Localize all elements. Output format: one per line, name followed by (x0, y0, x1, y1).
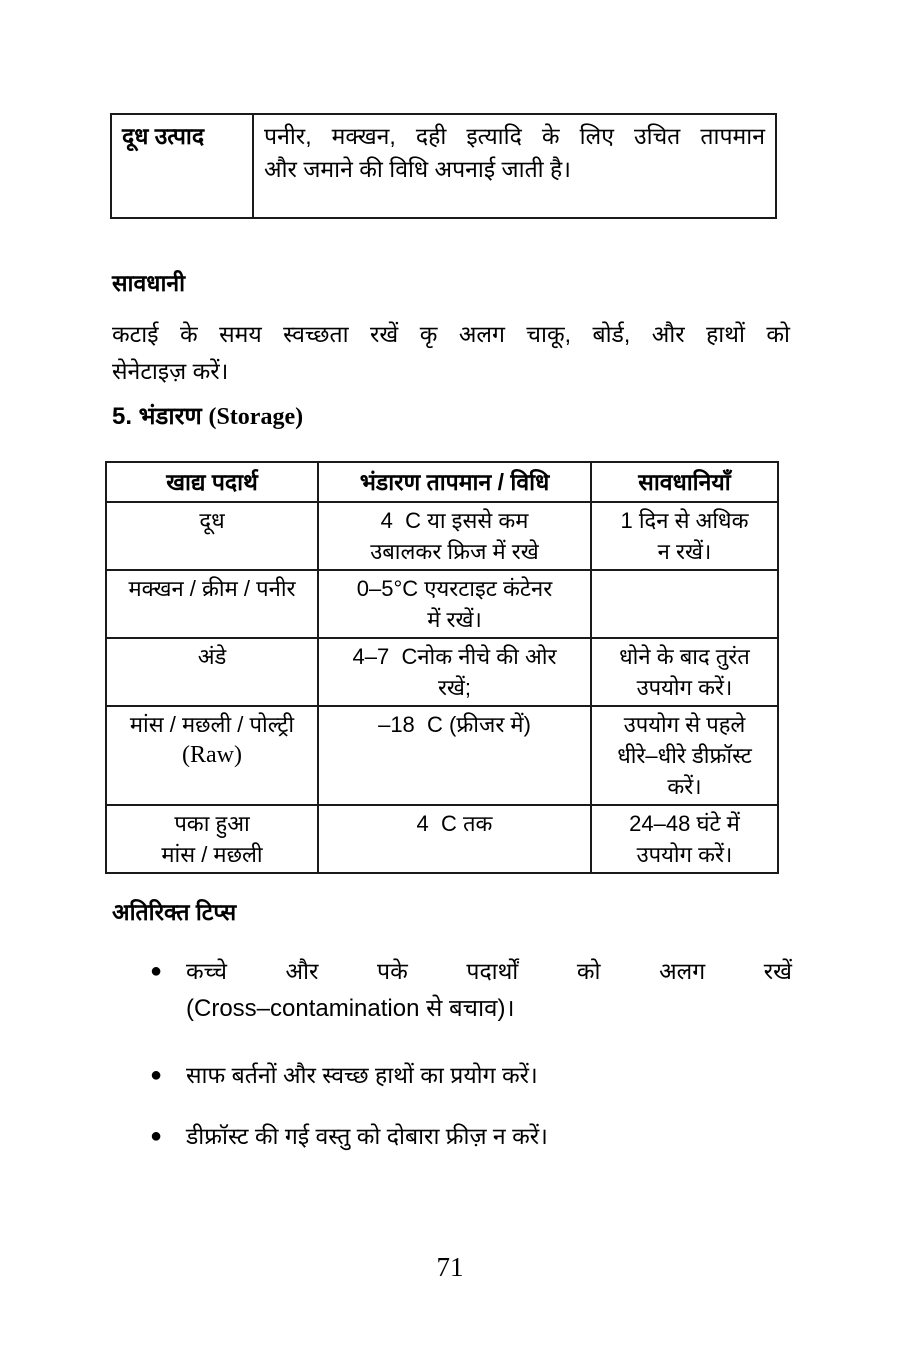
table-row (106, 805, 778, 873)
storage-table (105, 461, 779, 874)
storage-heading-hindi: 5. भंडारण (112, 403, 209, 430)
caution-heading: सावधानी (112, 270, 186, 296)
caution-cell (591, 706, 778, 805)
cell-line: मक्खन / क्रीम / पनीर (128, 576, 296, 601)
cell-line: मांस / मछली / पोल्ट्री (129, 712, 295, 737)
cell-line: रखें; (437, 675, 472, 700)
milk-products-definition-cell (253, 114, 776, 218)
food-cell (106, 638, 318, 706)
cell-line: उपयोग करें। (636, 675, 733, 700)
cell-line-raw: (Raw) (182, 742, 242, 768)
caution-cell (591, 502, 778, 570)
method-cell (318, 638, 591, 706)
caution-cell (591, 570, 778, 638)
storage-table-header-row (106, 462, 778, 502)
cell-line: 4–7 Cनोक नीचे की ओर (352, 644, 557, 669)
caution-cell (591, 638, 778, 706)
table-row (106, 570, 778, 638)
tip-text (186, 1056, 792, 1094)
food-cell (106, 502, 318, 570)
milk-products-term: दूध उत्पाद (122, 123, 205, 149)
cell-line: अंडे (197, 644, 227, 669)
column-header-food: खाद्य पदार्थ (106, 462, 318, 502)
definition-line: पनीर, मक्खन, दही इत्यादि के लिए उचित तापमान (264, 123, 765, 149)
cell-line: 4 C या इससे कम (380, 508, 529, 533)
milk-products-term-cell (111, 114, 253, 218)
paragraph-line: सेनेटाइज़ करें। (112, 358, 229, 384)
cell-line: उबालकर फ्रिज में रखे (370, 539, 539, 564)
tip-line: कच्चे और पके पदार्थों को अलग रखें (186, 958, 792, 984)
cell-line: 24–48 घंटे में (629, 811, 740, 836)
caution-paragraph (112, 316, 790, 390)
tip-line: साफ बर्तनों और स्वच्छ हाथों का प्रयोग करें। (186, 1062, 538, 1088)
tip-line: डीफ्रॉस्ट की गई वस्तु को दोबारा फ्रीज़ न करें। (186, 1123, 548, 1149)
list-item (150, 1117, 792, 1155)
tip-text (186, 952, 792, 1028)
cell-line: मांस / मछली (161, 842, 263, 867)
food-cell (106, 570, 318, 638)
column-header-caution: सावधानियाँ (591, 462, 778, 502)
cell-line: उपयोग करें। (636, 842, 733, 867)
column-header-method: भंडारण तापमान / विधि (318, 462, 591, 502)
cell-line: 0–5°C एयरटाइट कंटेनर (356, 576, 553, 601)
bullet-icon: ● (150, 1064, 163, 1086)
cell-line: –18 C (फ्रीजर में) (378, 712, 531, 737)
method-cell (318, 706, 591, 805)
method-cell (318, 805, 591, 873)
cell-line: दूध (199, 508, 225, 533)
list-item (150, 952, 792, 1028)
tip-line: (Cross–contamination से बचाव)। (186, 995, 515, 1022)
food-cell (106, 805, 318, 873)
storage-heading-latin: (Storage) (208, 404, 304, 430)
page-number: 71 (436, 1252, 464, 1282)
cell-line: में रखें। (427, 607, 482, 632)
milk-products-definition-table (110, 113, 777, 219)
cell-line: धीरे–धीरे डीफ्रॉस्ट (617, 743, 752, 768)
tip-text (186, 1117, 792, 1155)
method-cell (318, 570, 591, 638)
cell-line: करें। (667, 774, 702, 799)
table-row (106, 502, 778, 570)
cell-line: पका हुआ (174, 811, 250, 836)
list-item (150, 1056, 792, 1094)
method-cell (318, 502, 591, 570)
storage-section-heading (112, 399, 303, 432)
cell-line: धोने के बाद तुरंत (619, 644, 750, 669)
tips-heading: अतिरिक्त टिप्स (112, 899, 237, 925)
definition-line: और जमाने की विधि अपनाई जाती है। (264, 156, 571, 182)
table-row (106, 706, 778, 805)
paragraph-line: कटाई के समय स्वच्छता रखें कृ अलग चाकू, बोर्ड, और हाथों को (112, 321, 790, 347)
bullet-icon: ● (150, 960, 163, 982)
cell-line: न रखें। (657, 539, 712, 564)
table-row (111, 114, 776, 218)
caution-cell (591, 805, 778, 873)
bullet-icon: ● (150, 1125, 163, 1147)
table-row (106, 638, 778, 706)
cell-line: 4 C तक (416, 811, 493, 836)
cell-line: 1 दिन से अधिक (620, 508, 749, 533)
cell-line: उपयोग से पहले (623, 712, 746, 737)
food-cell (106, 706, 318, 805)
